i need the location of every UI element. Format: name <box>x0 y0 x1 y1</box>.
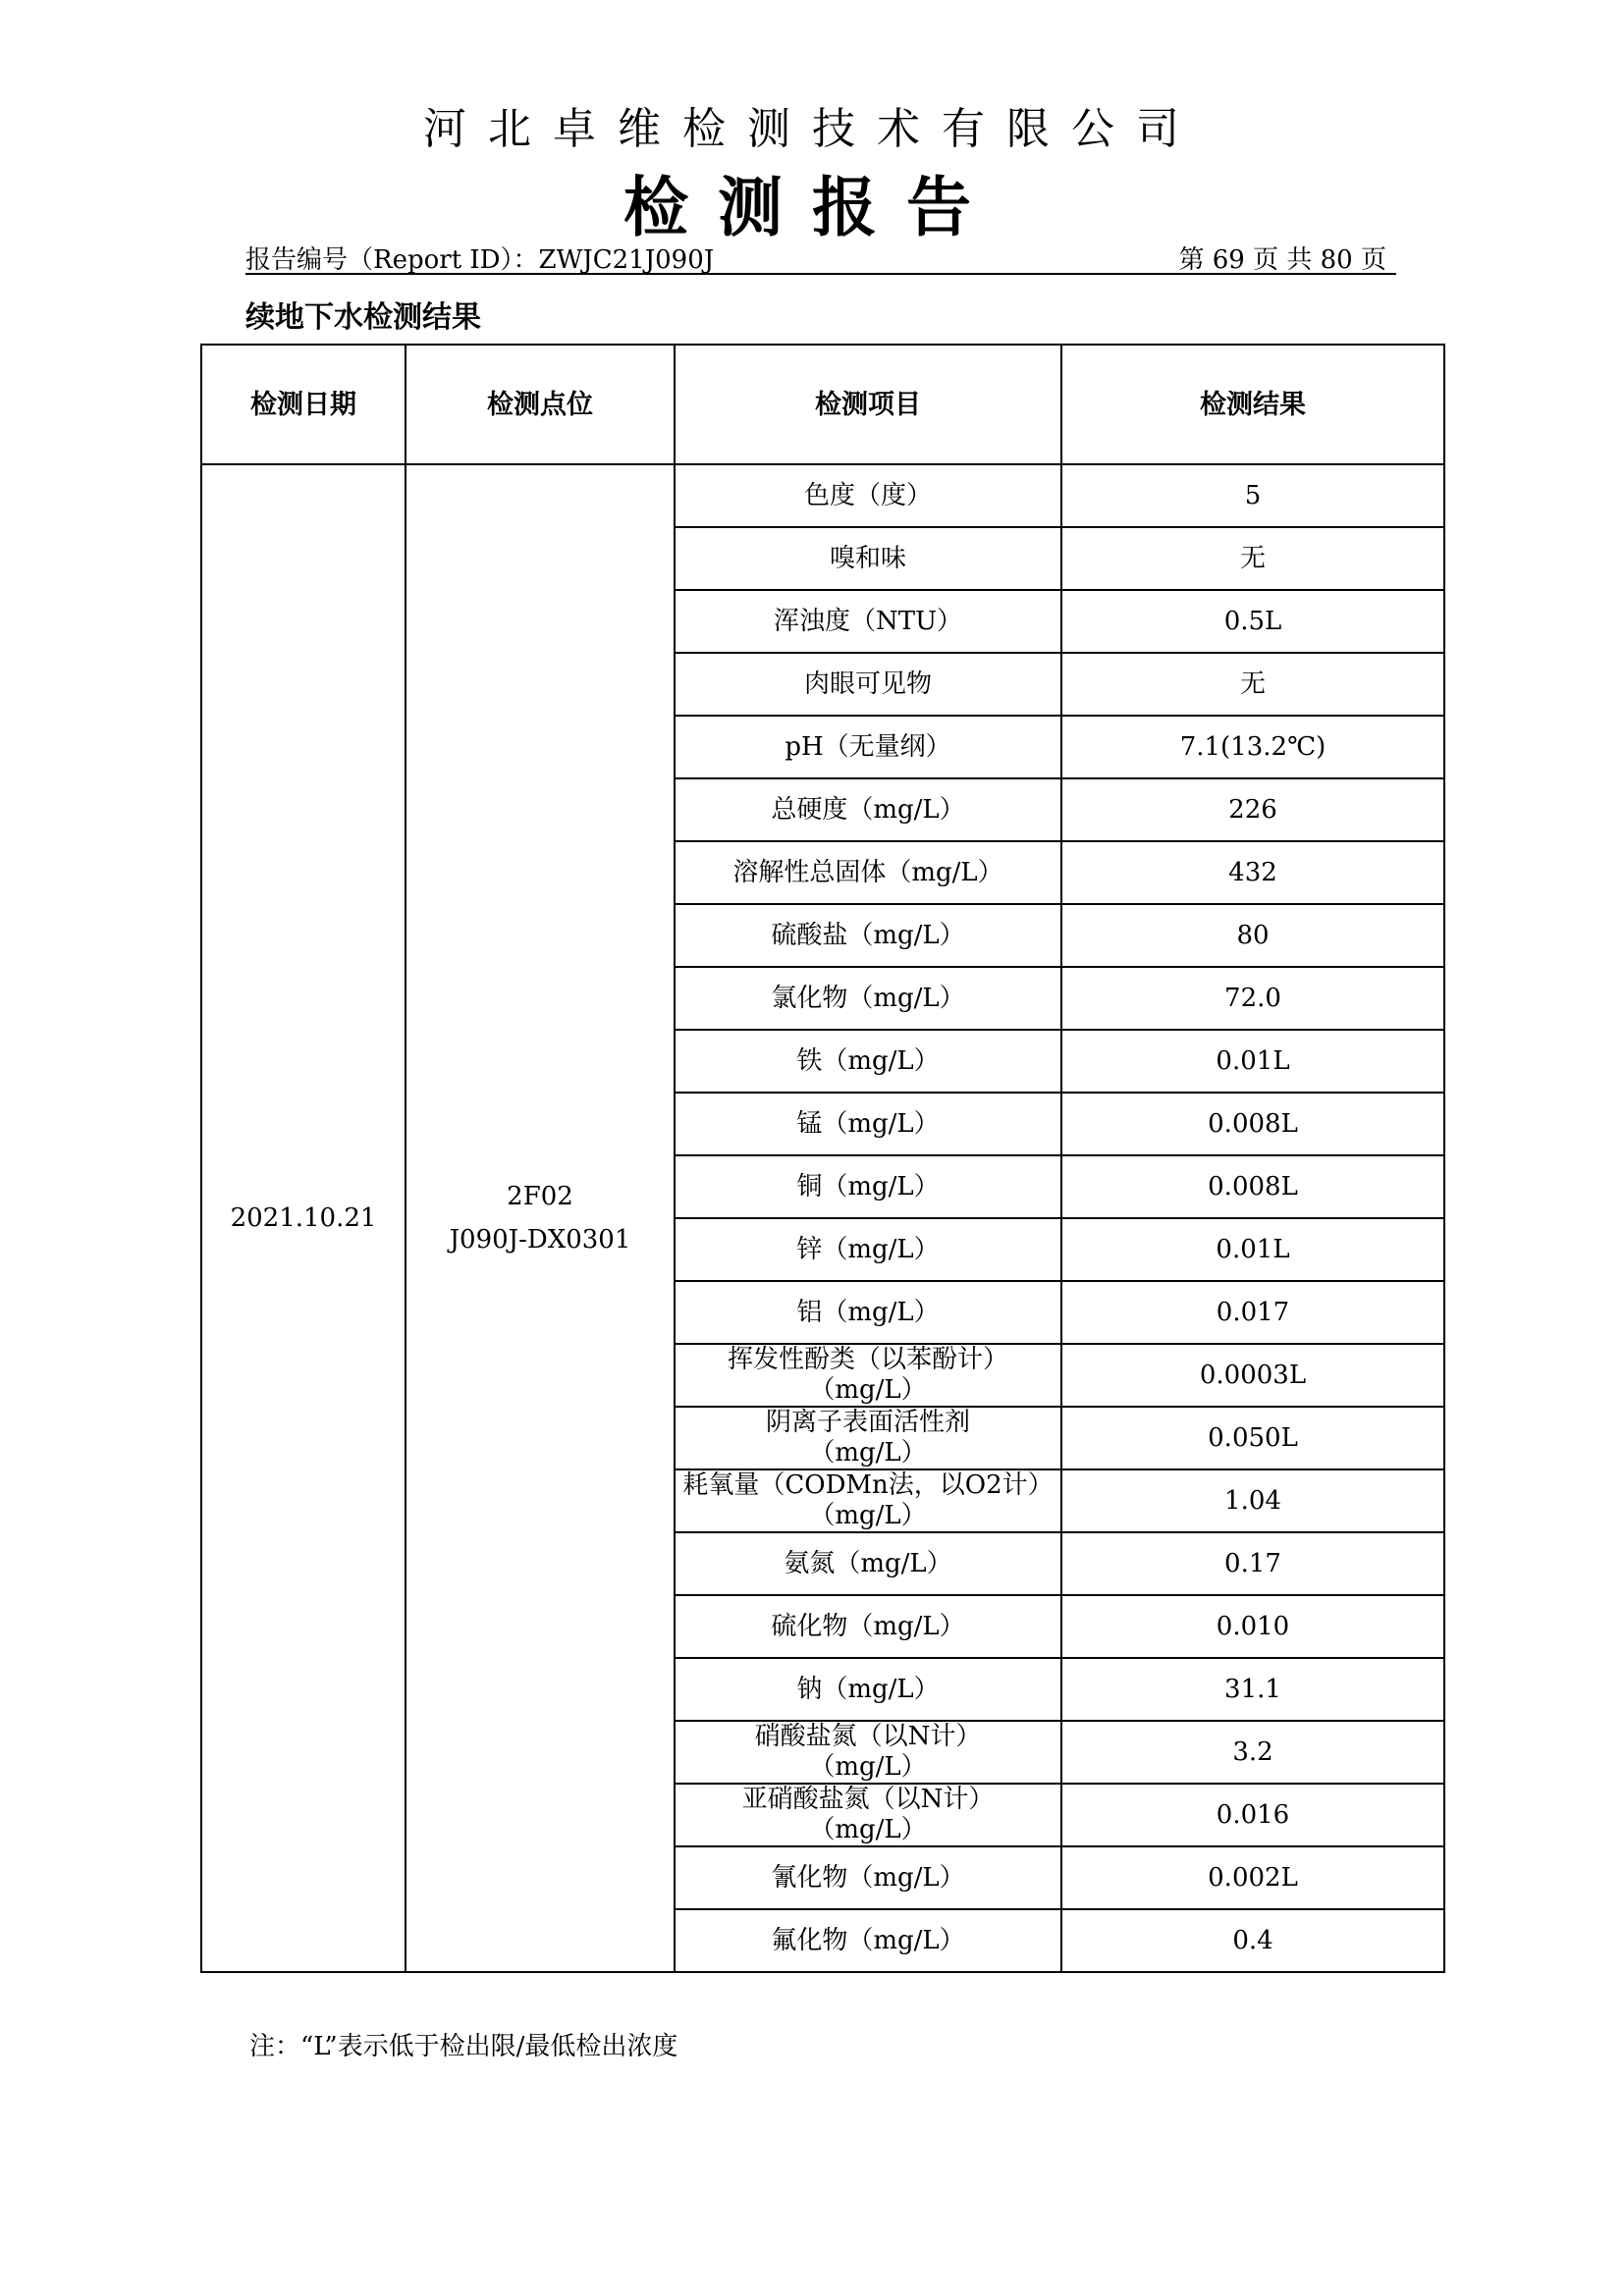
results-table <box>200 344 1445 1973</box>
test-item: 硫酸盐（mg/L） <box>675 904 1061 967</box>
test-result: 226 <box>1061 778 1444 841</box>
test-item: 氰化物（mg/L） <box>675 1846 1061 1909</box>
point-code: 2F02 <box>507 1182 573 1211</box>
test-result: 7.1(13.2℃) <box>1061 716 1444 778</box>
table-row <box>201 464 1444 527</box>
header-date: 检测日期 <box>201 345 406 464</box>
test-result: 0.01L <box>1061 1030 1444 1093</box>
test-item: 铝（mg/L） <box>675 1281 1061 1344</box>
test-item: 嗅和味 <box>675 527 1061 590</box>
test-item: 浑浊度（NTU） <box>675 590 1061 653</box>
sample-code: J090J-DX0301 <box>449 1225 631 1255</box>
detection-point <box>406 464 675 1972</box>
test-result: 1.04 <box>1061 1469 1444 1532</box>
test-result: 无 <box>1061 527 1444 590</box>
table-header-row <box>201 345 1444 464</box>
test-item: pH（无量纲） <box>675 716 1061 778</box>
test-item: 硫化物（mg/L） <box>675 1595 1061 1658</box>
test-result: 0.002L <box>1061 1846 1444 1909</box>
header-point: 检测点位 <box>406 345 675 464</box>
test-item: 氟化物（mg/L） <box>675 1909 1061 1972</box>
footnote: 注：“L”表示低于检出限/最低检出浓度 <box>249 2032 678 2061</box>
test-result: 72.0 <box>1061 967 1444 1030</box>
test-result: 0.01L <box>1061 1218 1444 1281</box>
report-id: 报告编号（Report ID）：ZWJC21J090J <box>245 245 715 275</box>
detection-date: 2021.10.21 <box>201 464 406 1972</box>
test-result: 432 <box>1061 841 1444 904</box>
test-result: 0.17 <box>1061 1532 1444 1595</box>
test-item: 锰（mg/L） <box>675 1093 1061 1155</box>
test-result: 0.008L <box>1061 1155 1444 1218</box>
page-info: 第 69 页 共 80 页 <box>1178 245 1386 275</box>
test-item: 色度（度） <box>675 464 1061 527</box>
test-result: 无 <box>1061 653 1444 716</box>
test-result: 5 <box>1061 464 1444 527</box>
test-item: 肉眼可见物 <box>675 653 1061 716</box>
test-item: 氨氮（mg/L） <box>675 1532 1061 1595</box>
test-result: 0.010 <box>1061 1595 1444 1658</box>
test-item: 溶解性总固体（mg/L） <box>675 841 1061 904</box>
test-item: 硝酸盐氮（以N计） （mg/L） <box>675 1721 1061 1784</box>
report-id-line <box>245 240 1396 275</box>
test-result: 31.1 <box>1061 1658 1444 1721</box>
test-item: 锌（mg/L） <box>675 1218 1061 1281</box>
test-item: 阴离子表面活性剂 （mg/L） <box>675 1407 1061 1469</box>
test-item: 氯化物（mg/L） <box>675 967 1061 1030</box>
test-result: 80 <box>1061 904 1444 967</box>
test-result: 0.0003L <box>1061 1344 1444 1407</box>
test-result: 0.017 <box>1061 1281 1444 1344</box>
test-item: 钠（mg/L） <box>675 1658 1061 1721</box>
test-item: 铁（mg/L） <box>675 1030 1061 1093</box>
test-result: 0.016 <box>1061 1784 1444 1846</box>
header-item: 检测项目 <box>675 345 1061 464</box>
test-item: 挥发性酚类（以苯酚计） （mg/L） <box>675 1344 1061 1407</box>
test-result: 0.4 <box>1061 1909 1444 1972</box>
header-result: 检测结果 <box>1061 345 1444 464</box>
test-result: 0.5L <box>1061 590 1444 653</box>
test-item: 总硬度（mg/L） <box>675 778 1061 841</box>
company-name: 河北卓维检测技术有限公司 <box>423 104 1201 154</box>
test-result: 3.2 <box>1061 1721 1444 1784</box>
test-item: 亚硝酸盐氮（以N计） （mg/L） <box>675 1784 1061 1846</box>
test-item: 耗氧量（CODMn法，以O2计） （mg/L） <box>675 1469 1061 1532</box>
test-item: 铜（mg/L） <box>675 1155 1061 1218</box>
test-result: 0.008L <box>1061 1093 1444 1155</box>
section-title: 续地下水检测结果 <box>245 300 481 335</box>
test-result: 0.050L <box>1061 1407 1444 1469</box>
report-title: 检测报告 <box>623 170 1001 245</box>
